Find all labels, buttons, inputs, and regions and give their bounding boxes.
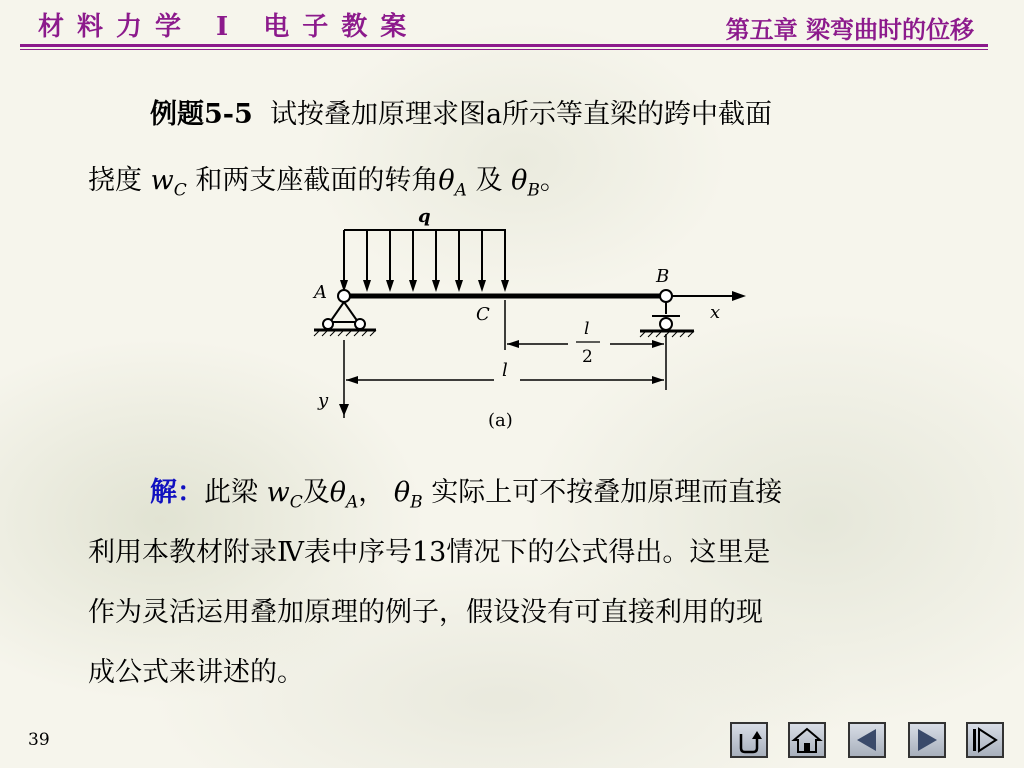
symbol-theta-b: θ xyxy=(511,165,528,196)
solution-line-3: 作为灵活运用叠加原理的例子，假设没有可直接利用的现 xyxy=(88,597,763,628)
problem-text-and: 及 xyxy=(475,165,503,196)
symbol-theta-a-sub: A xyxy=(454,180,467,201)
y-axis-arrow xyxy=(339,404,349,416)
distributed-load xyxy=(344,230,506,288)
next-icon xyxy=(910,724,944,756)
page-number: 39 xyxy=(28,730,50,750)
last-button[interactable] xyxy=(966,722,1004,758)
point-b-label: B xyxy=(656,266,670,287)
span-label: l xyxy=(502,360,508,381)
solution-symbol-w: w xyxy=(266,477,290,508)
problem-line-1 xyxy=(150,92,772,131)
home-button[interactable] xyxy=(788,722,826,758)
next-button[interactable] xyxy=(908,722,946,758)
y-axis-label: y xyxy=(318,390,329,411)
half-span-numerator: l xyxy=(584,319,590,339)
x-axis-label: x xyxy=(710,302,721,323)
solution-text-1c: ， xyxy=(358,477,386,508)
prev-button[interactable] xyxy=(848,722,886,758)
solution-line-2: 利用本教材附录Ⅳ表中序号13情况下的公式得出。这里是 xyxy=(88,537,771,568)
solution-label: 解： xyxy=(150,477,204,508)
return-icon xyxy=(732,724,766,756)
point-c-label: C xyxy=(476,304,490,325)
solution-text-1b: 及 xyxy=(302,477,330,508)
solution-line-4: 成公式来讲述的。 xyxy=(88,657,304,688)
problem-text-1: 试按叠加原理求图a所示等直梁的跨中截面 xyxy=(269,99,773,130)
beam-figure xyxy=(300,200,760,444)
prev-icon xyxy=(850,724,884,756)
solution-symbol-theta-b-sub: B xyxy=(410,492,423,513)
symbol-w: w xyxy=(150,165,174,196)
solution-line-1 xyxy=(150,470,782,512)
problem-label: 例题5-5 xyxy=(150,99,253,130)
header-rule xyxy=(20,44,988,47)
solution-text-1d: 实际上可不按叠加原理而直接 xyxy=(431,477,783,508)
chapter-title: 第五章 梁弯曲时的位移 xyxy=(725,15,974,44)
half-span-denominator: 2 xyxy=(582,347,593,367)
symbol-w-sub: C xyxy=(173,180,187,201)
problem-line-2 xyxy=(88,158,567,200)
symbol-theta-b-sub: B xyxy=(527,180,540,201)
solution-symbol-w-sub: C xyxy=(289,492,303,513)
home-icon xyxy=(790,724,824,756)
point-a-label: A xyxy=(314,282,327,303)
solution-text-1a: 此梁 xyxy=(204,477,258,508)
figure-caption: (a) xyxy=(488,410,513,431)
problem-text-2b: 和两支座截面的转角 xyxy=(195,165,439,196)
problem-text-end: 。 xyxy=(539,165,567,196)
load-arrowheads xyxy=(340,280,509,292)
symbol-theta-a: θ xyxy=(438,165,455,196)
solution-symbol-theta-a-sub: A xyxy=(346,492,359,513)
header-rule-thin xyxy=(20,49,988,50)
load-label: q xyxy=(418,206,431,227)
return-button[interactable] xyxy=(730,722,768,758)
problem-text-2a: 挠度 xyxy=(88,165,142,196)
last-icon xyxy=(968,724,1002,756)
solution-symbol-theta-b: θ xyxy=(393,477,411,508)
course-title: 材料力学 I 电子教案 xyxy=(38,12,420,42)
solution-symbol-theta-a: θ xyxy=(329,477,346,508)
